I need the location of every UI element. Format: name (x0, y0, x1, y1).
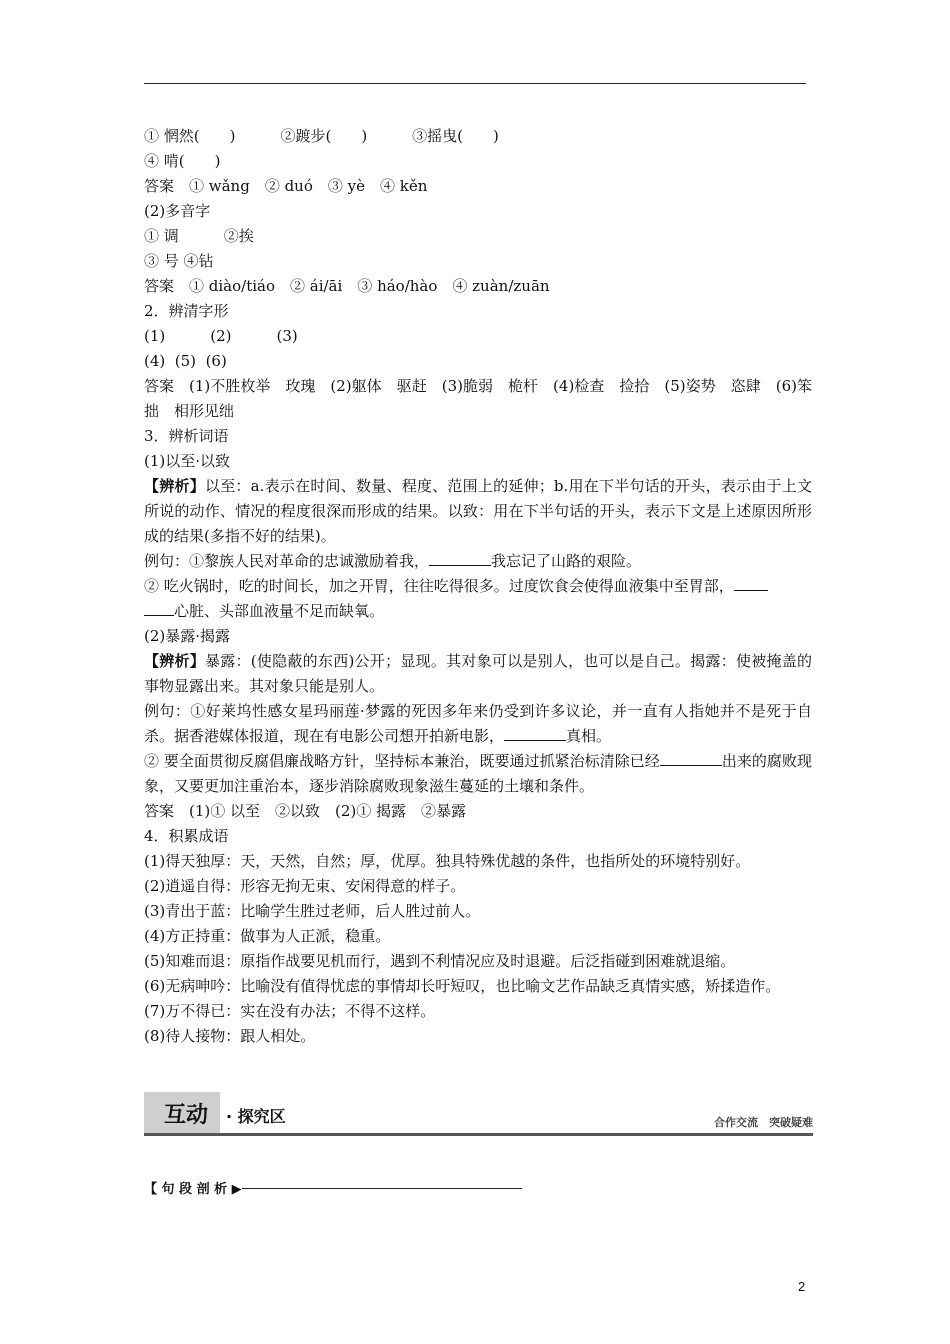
text-line: (1) (2) (3) (144, 327, 298, 345)
example-sentence (144, 699, 812, 749)
banner-subtitle: · 探究区 (226, 1107, 286, 1126)
section-label: 【 句 段 剖 析 ▶ (144, 1182, 242, 1197)
answer-line: 答案 (1)① 以至 ②以致 (2)① 揭露 ②暴露 (144, 802, 467, 820)
fill-blank (144, 600, 174, 616)
banner-rule (144, 1133, 813, 1136)
document-body (144, 124, 812, 1049)
example-text: 例句：①好莱坞性感女星玛丽莲·梦露的死因多年来仍受到许多议论，并一直有人指她并不是死于自杀。据香港媒体报道，现在有电影公司想开拍新电影， (144, 702, 812, 745)
example-text: ② 要全面贯彻反腐倡廉战略方针，坚持标本兼治，既要通过抓紧治标清除已经 (144, 752, 660, 770)
analysis-tag: 【辨析】 (144, 652, 206, 670)
text-line: (4) (5) (6) (144, 352, 227, 370)
answer-line: 答案 ① diào/tiáo ② ái/āi ③ háo/hào ④ zuàn/zuān (144, 277, 550, 295)
example-text: ② 吃火锅时，吃的时间长，加之开胃，往往吃得很多。过度饮食会使得血液集中至胃部， (144, 577, 734, 595)
idiom-item: (2)逍遥自得：形容无拘无束、安闲得意的样子。 (144, 877, 466, 895)
fill-blank (734, 575, 768, 591)
heading: 2．辨清字形 (144, 302, 229, 320)
idiom-item: (6)无病呻吟：比喻没有值得忧虑的事情却长吁短叹，也比喻文艺作品缺乏真情实感，矫揉造作。 (144, 977, 781, 995)
fill-blank (429, 550, 491, 566)
text-line: ① 惘然( ) ②踱步( ) ③摇曳( ) (144, 127, 499, 145)
example-sentence (144, 749, 812, 799)
example-text: 心脏、头部血液量不足而缺氧。 (174, 602, 385, 620)
answer-line: 答案 ① wǎng ② duó ③ yè ④ kěn (144, 177, 428, 195)
idiom-item: (8)待人接物：跟人相处。 (144, 1027, 316, 1045)
section-banner (144, 1092, 813, 1136)
section-rule (242, 1188, 522, 1189)
banner-tagline: 合作交流 突破疑难 (714, 1116, 813, 1129)
idiom-item: (1)得天独厚：天，天然，自然；厚，优厚。独具特殊优越的条件，也指所处的环境特别好。 (144, 852, 751, 870)
text-line: ③ 号 ④钻 (144, 252, 214, 270)
idiom-item: (7)万不得已：实在没有办法；不得不这样。 (144, 1002, 436, 1020)
page-number: 2 (798, 1279, 806, 1294)
fill-blank (504, 725, 566, 741)
text-line: ④ 啃( ) (144, 152, 221, 170)
analysis-text: 暴露：(使隐蔽的东西)公开；显现。其对象可以是别人，也可以是自己。揭露：使被掩盖的事物显露出来。其对象只能是别人。 (144, 652, 812, 695)
banner-title: 互动 (164, 1103, 209, 1128)
example-text: 出来的腐败现象，又要更加注重治本，逐步消除腐败现象滋生蔓延的土壤和条件。 (144, 752, 812, 795)
example-text: 我忘记了山路的艰险。 (491, 552, 642, 570)
example-text: 例句：①黎族人民对革命的忠诚激励着我， (144, 552, 430, 570)
text-line: (2)多音字 (144, 202, 211, 220)
analysis-text: 以至：a.表示在时间、数量、程度、范围上的延伸；b.用在下半句话的开头，表示由于上文所说的动作、情况的程度很深而形成的结果。以致：用在下半句话的开头，表示下文是上述原因所形成的结果(多指不好的结果)。 (144, 477, 812, 545)
idiom-item: (4)方正持重：做事为人正派，稳重。 (144, 927, 391, 945)
heading: 3．辨析词语 (144, 427, 229, 445)
answer-zixing: 答案 (1)不胜枚举 玫瑰 (2)躯体 驱赶 (3)脆弱 桅杆 (4)检查 捡拾 (5)姿势 恣肆 (6)笨拙 相形见绌 (144, 377, 812, 420)
analysis-paragraph (144, 474, 812, 549)
example-text: 真相。 (566, 727, 612, 745)
idiom-item: (3)青出于蓝：比喻学生胜过老师，后人胜过前人。 (144, 902, 481, 920)
word-pair-title: (1)以至·以致 (144, 452, 231, 470)
word-pair-title: (2)暴露·揭露 (144, 627, 231, 645)
text-line: ① 调 ②挨 (144, 227, 254, 245)
fill-blank (660, 750, 722, 766)
analysis-paragraph (144, 649, 812, 699)
analysis-tag: 【辨析】 (144, 477, 205, 495)
idiom-item: (5)知难而退：原指作战要见机而行，遇到不利情况应及时退避。后泛指碰到困难就退缩。 (144, 952, 736, 970)
example-sentence (144, 549, 812, 574)
heading: 4．积累成语 (144, 827, 229, 845)
example-sentence (144, 574, 812, 624)
header-rule (144, 83, 806, 84)
